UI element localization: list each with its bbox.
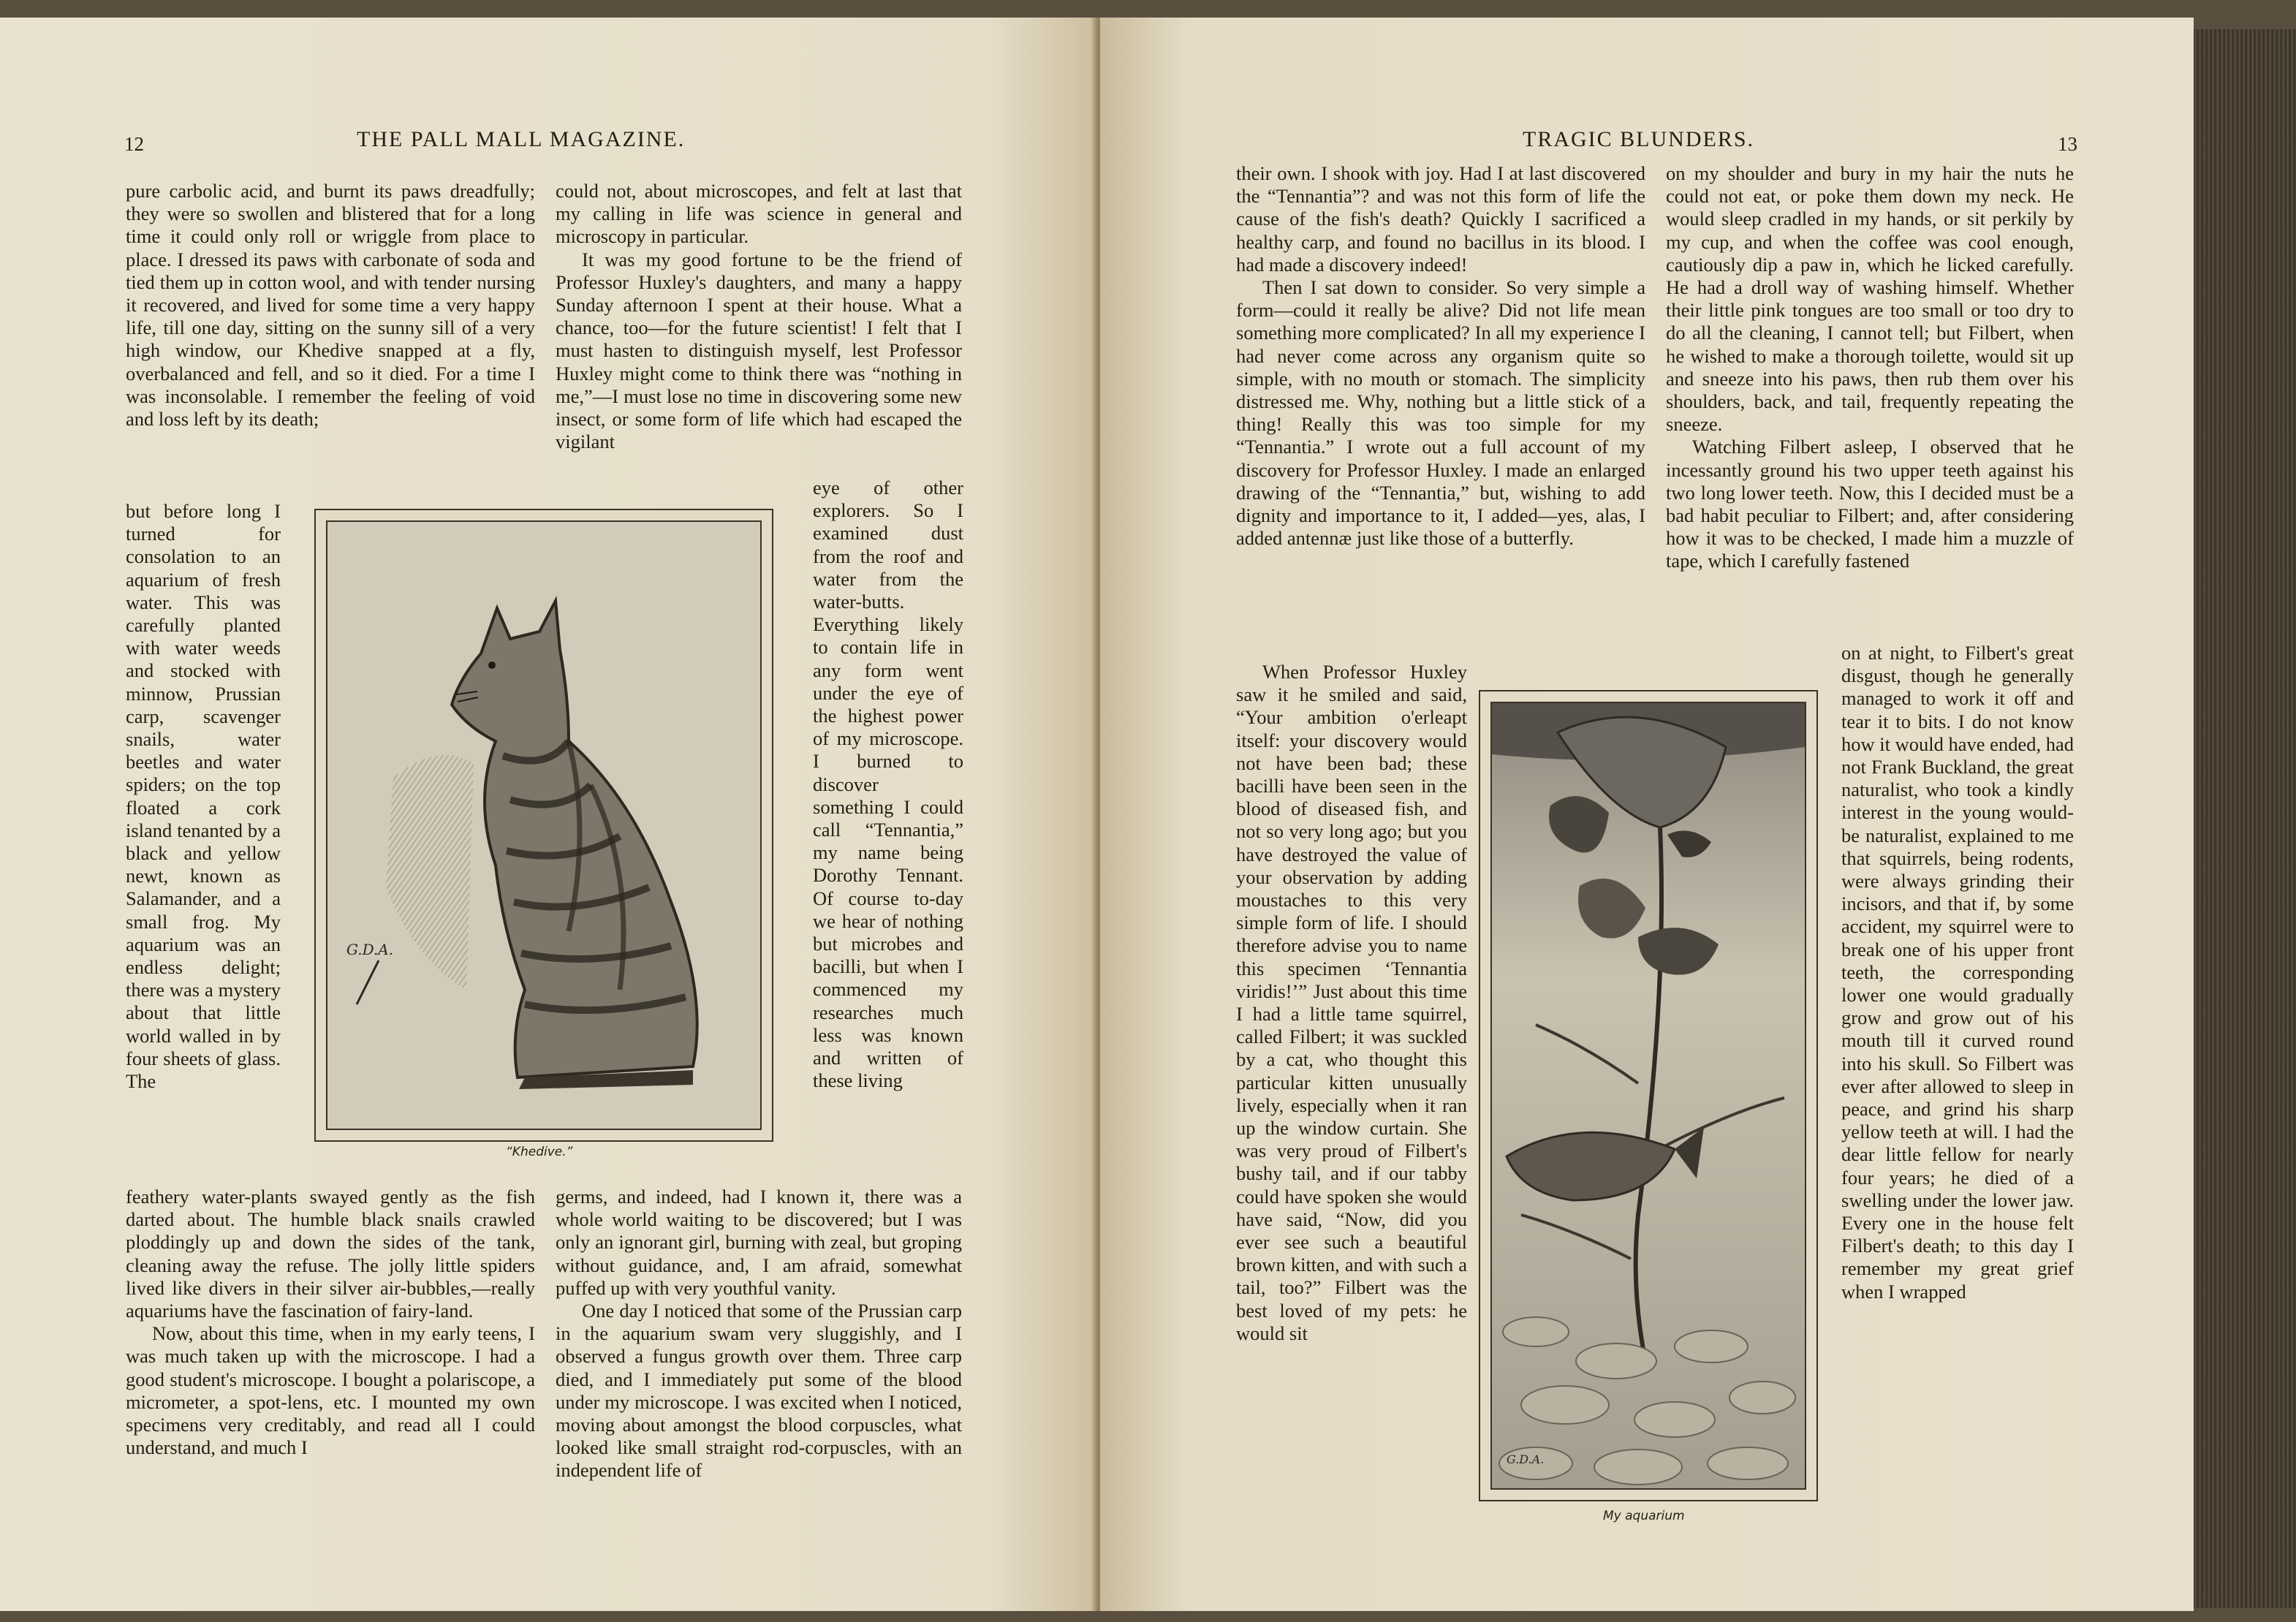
figure-caption: “Khedive.”	[506, 1145, 573, 1159]
aquarium-figure	[1479, 690, 1818, 1501]
paragraph: Watching Filbert asleep, I observed that he incessantly ground his two upper teeth against his two long lower teeth. Now, this I decided must be a bad habit peculiar to Filbert; and, after considering how it was to be checked, I made him a muzzle of tape, which I carefully fastened	[1666, 436, 2074, 572]
cat-drawing-icon	[327, 522, 760, 1129]
page-number: 12	[124, 133, 144, 155]
paragraph: pure carbolic acid, and burnt its paws dreadfully; they were so swollen and blistered that for a long time it could only roll or wriggle from place to place. I dressed its paws with carbonate of soda and tied them up in cotton wool, and with tender nursing it recovered, and lived for some time a very happy life, till one day, sitting on the sunny sill of a very high window, our Khedive snapped at a fly, overbalanced and fell, and so it died. For a time I was inconsolable. I remember the feeling of void and loss left by its death;	[126, 180, 535, 431]
paragraph: Now, about this time, when in my early teens, I was much taken up with the microscope. I had a good student's microscope. I bought a polariscope, a micrometer, a spot-lens, etc. I mounted my own specimens very creditably, and read all I could understand, and much I	[126, 1322, 535, 1459]
paragraph: but before long I turned for consolation to an aquarium of fresh water. This was carefully planted with water weeds and stocked with minnow, Prussian carp, scavenger snails, water beetles and water spiders; on the top floated a cork island tenanted by a black and yellow newt, known as Salamander, and a small frog. My aquarium was an endless delight; there was a mystery about that little world walled in by four sheets of glass. The	[126, 500, 281, 1093]
paragraph: When Professor Huxley saw it he smiled and said, “Your ambition o'erleapt itself: your discovery would not have been bad; these bacilli have been seen in the blood of diseased fish, and not so very long ago; but you have destroyed the value of your observation by adding moustaches to this very simple form of life. I should therefore advise you to name this specimen ‘Tennantia viridis!’” Just about this time I had a little tame squirrel, called Filbert; it was suckled by a cat, who thought this particular kitten unusually lively, especially when it ran up the window curtain. She was very proud of Filbert's bushy tail, and if our tabby could have spoken she would have said, “Now, did you ever see such a beautiful brown kitten, and with such a tail, too?” Filbert was the best loved of my pets: he would sit	[1236, 661, 1467, 1344]
right-column-2-narrow	[1841, 642, 2074, 1303]
page-number: 13	[2058, 133, 2077, 155]
khedive-illustration	[326, 520, 762, 1130]
aquarium-drawing-icon	[1492, 703, 1805, 1488]
left-column-1	[126, 180, 535, 431]
right-column-2	[1666, 162, 2074, 573]
running-head: THE PALL MALL MAGAZINE.	[357, 127, 686, 151]
paragraph: It was my good fortune to be the friend of Professor Huxley's daughters, and many a happy Sunday afternoon I spent at their house. What a chance, too—for the future scientist! I felt that I must hasten to distinguish myself, lest Professor Huxley might come to think there was “nothing in me,”—I must lose no time in discovering some new insect, or some form of life which had escaped the vigilant	[556, 248, 962, 453]
right-column-1-narrow	[1236, 661, 1467, 1345]
left-page	[0, 18, 1096, 1611]
figure-caption: My aquarium	[1603, 1509, 1685, 1523]
paragraph: germs, and indeed, had I known it, there was a whole world waiting to be discovered; but I was only an ignorant girl, burning with zeal, but groping without guidance, and, I am afraid, somewhat puffed up with very youthful vanity.	[556, 1186, 962, 1299]
paragraph: their own. I shook with joy. Had I at last discovered the “Tennantia”? and was not this form of life the cause of the fish's death? Quickly I sacrificed a healthy carp, and found no bacillus in its blood. I had made a discovery indeed!	[1236, 162, 1645, 276]
paragraph: Then I sat down to consider. So very simple a form—could it really be alive? Did not life mean something more complicated? In all my experience I had never come across any organism quite so simple, with no mouth or stomach. The simplicity distressed me. Why, nothing but a little stick of a thing! Really this was too simple for my “Tennantia.” I wrote out a full account of my discovery for Professor Huxley. I made an enlarged drawing of the “Tennantia,” but, wishing to add dignity and importance to it, I added—yes, alas, I added antennæ just like those of a butterfly.	[1236, 276, 1645, 550]
paragraph: feathery water-plants swayed gently as the fish darted about. The humble black snails crawled ploddingly up and down the sides of the tank, cleaning away the refuse. The jolly little spiders lived like divers in their silver air-bubbles,—really aquariums have the fascination of fairy-land.	[126, 1186, 535, 1322]
paragraph: eye of other explorers. So I examined dust from the roof and water from the water-butts. Everything likely to contain life in any form went under the eye of the highest power of my microscope. I burned to discover something I could call “Tennantia,” my name being Dorothy Tennant. Of course to-day we hear of nothing but microbes and bacilli, but when I commenced my researches much less was known and written of these living	[813, 477, 963, 1092]
left-column-2-narrow	[813, 477, 963, 1092]
aquarium-illustration	[1490, 702, 1806, 1490]
paragraph: One day I noticed that some of the Prussian carp in the aquarium swam very sluggishly, and I observed a fungus growth over them. Three carp died, and I immediately put some of the blood under my microscope. I was excited when I noticed, moving about amongst the blood corpuscles, what looked like small straight rod-corpuscles, with an independent life of	[556, 1300, 962, 1482]
running-head: TRAGIC BLUNDERS.	[1523, 127, 1755, 151]
paragraph: on at night, to Filbert's great disgust, though he generally managed to work it off and tear it to bits. I do not know how it would have ended, had not Frank Buckland, the great naturalist, who took a kindly interest in the young would-be naturalist, explained to me that squirrels, being rodents, were always grinding their incisors, and that if, by some accident, my squirrel were to break one of his upper front teeth, the corresponding lower one would gradually grow and grow out of his mouth till it curved round into his skull. So Filbert was ever after allowed to sleep in peace, and grind his sharp yellow teeth at will. I had the dear little fellow for nearly four years; he died of a swelling under the lower jaw. Every one in the house felt Filbert's death; to this day I remember my great grief when I wrapped	[1841, 642, 2074, 1303]
paragraph: could not, about microscopes, and felt at last that my calling in life was science in general and microscopy in particular.	[556, 180, 962, 248]
book-edge	[2194, 29, 2296, 1608]
right-column-1	[1236, 162, 1645, 550]
left-column-1-bottom	[126, 1186, 535, 1459]
khedive-figure	[314, 509, 773, 1142]
right-page	[1100, 18, 2194, 1611]
left-column-2-bottom	[556, 1186, 962, 1482]
figure-signature: G.D.A.	[346, 941, 394, 958]
paragraph: on my shoulder and bury in my hair the nuts he could not eat, or poke them down my neck. He would sleep cradled in my hands, or sit perkily by my cup, and when the coffee was cool enough, cautiously dip a paw in, which he licked carefully. He had a droll way of washing himself. Whether their little pink tongues are too small or too dry to do all the cleaning, I cannot tell; but Filbert, when he wished to make a thorough toilette, would sit up and sneeze into his paws, then rub them over his shoulders, back, and tail, frequently repeating the sneeze.	[1666, 162, 2074, 436]
left-column-2	[556, 180, 962, 453]
figure-signature: G.D.A.	[1507, 1452, 1545, 1466]
left-column-1-narrow	[126, 500, 281, 1093]
